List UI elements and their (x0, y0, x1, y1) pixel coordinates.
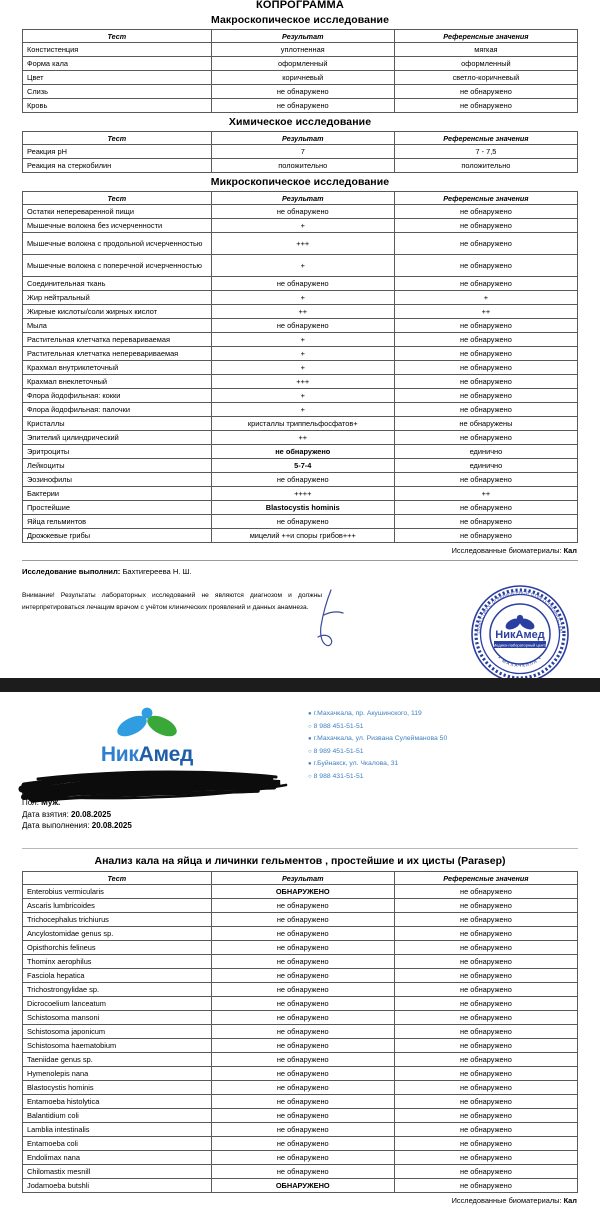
phone-icon: ○ (308, 748, 312, 755)
table-macroscopic (22, 29, 578, 113)
cell-test: Taeniidae genus sp. (23, 1053, 212, 1067)
cell-reference: не обнаружено (394, 997, 577, 1011)
column-header-reference: Референсные значения (394, 132, 577, 145)
table-row (23, 159, 578, 173)
contact-text: г.Махачкала, пр. Акушинского, 119 (313, 710, 422, 717)
table-row (23, 501, 578, 515)
logo-text-part-1: Ник (100, 743, 139, 766)
table-row (23, 205, 578, 219)
table-row (23, 361, 578, 375)
table-row (23, 1011, 578, 1025)
performer-line (22, 567, 578, 576)
cell-reference: не обнаружено (394, 529, 577, 543)
cell-test: Яйца гельминтов (23, 515, 212, 529)
cell-test: Hymenolepis nana (23, 1067, 212, 1081)
table-row (23, 445, 578, 459)
cell-reference: положительно (394, 159, 577, 173)
cell-test: Форма кала (23, 57, 212, 71)
cell-test: Эритроциты (23, 445, 212, 459)
cell-result: не обнаружено (211, 1011, 394, 1025)
cell-test: Мышечные волокна без исчерченности (23, 219, 212, 233)
patient-gender-row (22, 797, 578, 809)
table-row (23, 927, 578, 941)
cell-reference: не обнаружено (394, 333, 577, 347)
table-row (23, 403, 578, 417)
company-logo (22, 704, 272, 767)
cell-result: не обнаружено (211, 927, 394, 941)
cell-result: +++ (211, 233, 394, 255)
contact-text: 8 988 431-51-51 (313, 772, 364, 780)
table-row (23, 487, 578, 501)
divider (22, 560, 578, 561)
cell-test: Entamoeba coli (23, 1137, 212, 1151)
patient-dob-row (22, 785, 578, 797)
cell-test: Соединительная ткань (23, 277, 212, 291)
signature-area (22, 590, 578, 678)
cell-reference: не обнаружено (394, 1109, 577, 1123)
cell-result: не обнаружено (211, 1123, 394, 1137)
cell-test: Мышечные волокна с поперечной исчерченностью (23, 255, 212, 277)
sample-done-value: 20.08.2025 (91, 821, 132, 831)
table-row (23, 431, 578, 445)
cell-result: 5-7-4 (211, 459, 394, 473)
table-header-row (23, 872, 578, 885)
cell-reference: не обнаружено (394, 1067, 577, 1081)
cell-result: не обнаружено (211, 969, 394, 983)
cell-reference: не обнаружено (394, 941, 577, 955)
sample-taken-label: Дата взятия: (22, 809, 69, 819)
cell-reference: не обнаружено (394, 899, 577, 913)
cell-reference: не обнаружены (394, 417, 577, 431)
leaf-person-logo-icon (116, 704, 178, 742)
table-row (23, 99, 578, 113)
cell-result: ОБНАРУЖЕНО (211, 885, 394, 899)
cell-test: Кристаллы (23, 417, 212, 431)
cell-reference: не обнаружено (394, 403, 577, 417)
cell-reference: не обнаружено (394, 389, 577, 403)
cell-reference: единично (394, 445, 577, 459)
cell-reference: + (394, 291, 577, 305)
cell-result: + (211, 361, 394, 375)
cell-test: Слизь (23, 85, 212, 99)
table-row (23, 1053, 578, 1067)
cell-test: Реакция pH (23, 145, 212, 159)
table-row (23, 913, 578, 927)
page-separator (0, 678, 600, 692)
cell-test: Реакция на стеркобилин (23, 159, 212, 173)
table-row (23, 941, 578, 955)
cell-reference: не обнаружено (394, 85, 577, 99)
column-header-result: Результат (211, 872, 394, 885)
pin-icon: ● (308, 761, 312, 768)
phone-icon: ○ (308, 773, 312, 780)
table-row (23, 1179, 578, 1193)
table-chemical (22, 131, 578, 173)
biomaterial-line (22, 1196, 578, 1205)
pin-icon: ● (308, 711, 312, 717)
table-row (23, 291, 578, 305)
biomaterial-value: Кал (563, 1196, 577, 1206)
contact-text: 8 989 451-51-51 (313, 747, 364, 755)
patient-info (22, 785, 578, 841)
cell-result: не обнаружено (211, 99, 394, 113)
table-row (23, 145, 578, 159)
cell-result: кристаллы триппельфосфатов+ (211, 417, 394, 431)
section-title-macroscopic: Макроскопическое исследование (210, 14, 390, 26)
cell-test: Цвет (23, 71, 212, 85)
contact-text: 8 988 451-51-51 (313, 722, 364, 730)
company-logo-text (101, 743, 193, 767)
cell-result: не обнаружено (211, 473, 394, 487)
cell-result: не обнаружено (211, 277, 394, 291)
performer-name: Бахтигереева Н. Ш. (122, 567, 192, 576)
cell-reference: 7 - 7,5 (394, 145, 577, 159)
cell-result: ОБНАРУЖЕНО (211, 1179, 394, 1193)
cell-test: Jodamoeba butshli (23, 1179, 212, 1193)
cell-result: + (211, 403, 394, 417)
analysis-title: Анализ кала на яйца и личинки гельментов , простейшие и их цисты (Parasep) (94, 855, 506, 868)
cell-result: не обнаружено (211, 1025, 394, 1039)
cell-result: не обнаружено (211, 1039, 394, 1053)
cell-reference: не обнаружено (394, 361, 577, 375)
cell-reference: не обнаружено (394, 219, 577, 233)
column-header-result: Результат (211, 30, 394, 43)
cell-result: не обнаружено (211, 319, 394, 333)
table-row (23, 333, 578, 347)
sample-done-row (22, 820, 578, 832)
column-header-reference: Референсные значения (394, 30, 577, 43)
column-header-reference: Референсные значения (394, 192, 577, 205)
table-body-parasep (23, 885, 578, 1193)
cell-result: ++ (211, 431, 394, 445)
cell-result: не обнаружено (211, 913, 394, 927)
table-row (23, 1095, 578, 1109)
cell-test: Растительная клетчатка неперевариваемая (23, 347, 212, 361)
cell-reference: не обнаружено (394, 1151, 577, 1165)
patient-gender-value: Муж. (41, 797, 61, 807)
cell-result: не обнаружено (211, 445, 394, 459)
cell-result: не обнаружено (211, 205, 394, 219)
biomaterial-value: Кал (563, 546, 577, 555)
cell-reference: мягкая (394, 43, 577, 57)
cell-result: уплотненная (211, 43, 394, 57)
svg-text:ОБЩЕСТВО С ОГРАНИЧЕННОЙ ОТВЕТС: ОБЩЕСТВО С ОГРАНИЧЕННОЙ ОТВЕТСТВЕННОСТЬЮ (475, 589, 565, 634)
cell-result: не обнаружено (211, 1081, 394, 1095)
section-title-microscopic: Микроскопическое исследование (210, 176, 390, 188)
table-body-macroscopic (23, 43, 578, 113)
column-header-result: Результат (211, 132, 394, 145)
cell-test: Trichostrongylidae sp. (23, 983, 212, 997)
cell-test: Blastocystis hominis (23, 1081, 212, 1095)
table-row (23, 1109, 578, 1123)
table-row (23, 57, 578, 71)
cell-test: Эозинофилы (23, 473, 212, 487)
cell-test: Жирные кислоты/соли жирных кислот (23, 305, 212, 319)
table-row (23, 1067, 578, 1081)
cell-reference: не обнаружено (394, 1179, 577, 1193)
table-header-row (23, 30, 578, 43)
cell-test: Дрожжевые грибы (23, 529, 212, 543)
table-row (23, 255, 578, 277)
svg-text:• МАХАЧКАЛА •: • МАХАЧКАЛА • (496, 655, 544, 669)
contact-item (308, 721, 447, 734)
cell-result: положительно (211, 159, 394, 173)
table-header-row (23, 132, 578, 145)
cell-test: Fasciola hepatica (23, 969, 212, 983)
cell-test: Lamblia intestinalis (23, 1123, 212, 1137)
table-row (23, 885, 578, 899)
table-row (23, 375, 578, 389)
header-divider (22, 848, 578, 849)
cell-reference: ++ (394, 487, 577, 501)
table-row (23, 955, 578, 969)
cell-test: Констистенция (23, 43, 212, 57)
cell-result: мицелий ++и споры грибов+++ (211, 529, 394, 543)
cell-result: не обнаружено (211, 955, 394, 969)
pin-icon: ● (308, 736, 312, 743)
cell-reference: не обнаружено (394, 1025, 577, 1039)
cell-test: Ancylostomidae genus sp. (23, 927, 212, 941)
table-row (23, 997, 578, 1011)
cell-reference: не обнаружено (394, 233, 577, 255)
cell-test: Opisthorchis felineus (23, 941, 212, 955)
cell-reference: не обнаружено (394, 319, 577, 333)
cell-test: Простейшие (23, 501, 212, 515)
cell-reference: не обнаружено (394, 277, 577, 291)
cell-reference: оформленный (394, 57, 577, 71)
patient-dob-label: Дата (22, 786, 40, 796)
svg-text:Медико-лабораторный центр: Медико-лабораторный центр (492, 642, 548, 648)
cell-reference: не обнаружено (394, 969, 577, 983)
table-body-microscopic (23, 205, 578, 543)
page-2-content (0, 692, 600, 1209)
section-title-chemical: Химическое исследование (228, 116, 372, 128)
table-microscopic (22, 191, 578, 543)
cell-test: Enterobius vermicularis (23, 885, 212, 899)
contact-list (308, 704, 447, 783)
cell-test: Эпителий цилиндрический (23, 431, 212, 445)
table-row (23, 473, 578, 487)
column-header-test: Тест (23, 132, 212, 145)
table-parasep (22, 871, 578, 1193)
cell-test: Крахмал внутриклеточный (23, 361, 212, 375)
cell-result: не обнаружено (211, 515, 394, 529)
cell-reference: не обнаружено (394, 1053, 577, 1067)
page-2-header (22, 692, 578, 783)
table-row (23, 1123, 578, 1137)
company-seal-stamp (468, 582, 572, 678)
cell-test: Thominx aerophilus (23, 955, 212, 969)
table-row (23, 529, 578, 543)
table-row (23, 1025, 578, 1039)
cell-result: не обнаружено (211, 1067, 394, 1081)
svg-text:НикАмед: НикАмед (495, 629, 545, 641)
cell-reference: не обнаружено (394, 1123, 577, 1137)
cell-result: оформленный (211, 57, 394, 71)
cell-result: не обнаружено (211, 1053, 394, 1067)
cell-test: Остатки непереваренной пищи (23, 205, 212, 219)
cell-test: Trichocephalus trichiurus (23, 913, 212, 927)
column-header-test: Тест (23, 872, 212, 885)
performer-label: Исследование выполнил: (22, 567, 121, 576)
cell-result: не обнаружено (211, 1109, 394, 1123)
sample-done-label: Дата выполнения: (22, 821, 90, 831)
phone-icon: ○ (308, 723, 312, 730)
biomaterial-label: Исследованные биоматериалы: (451, 546, 562, 555)
cell-reference: не обнаружено (394, 347, 577, 361)
cell-reference: не обнаружено (394, 913, 577, 927)
cell-test: Schistosoma haematobium (23, 1039, 212, 1053)
cell-result: 7 (211, 145, 394, 159)
cell-result: не обнаружено (211, 941, 394, 955)
cell-test: Кровь (23, 99, 212, 113)
sample-taken-row (22, 809, 578, 821)
table-row (23, 71, 578, 85)
table-row (23, 305, 578, 319)
cell-result: ++++ (211, 487, 394, 501)
cell-result: + (211, 389, 394, 403)
table-row (23, 233, 578, 255)
cell-result: не обнаружено (211, 899, 394, 913)
cell-test: Ascaris lumbricoides (23, 899, 212, 913)
cell-reference: не обнаружено (394, 1137, 577, 1151)
table-row (23, 1039, 578, 1053)
cell-result: +++ (211, 375, 394, 389)
cell-test: Dicrocoelium lanceatum (23, 997, 212, 1011)
handwritten-signature (297, 584, 367, 654)
table-row (23, 219, 578, 233)
table-row (23, 43, 578, 57)
table-header-row (23, 192, 578, 205)
table-body-chemical (23, 145, 578, 173)
column-header-test: Тест (23, 30, 212, 43)
cell-test: Endolimax nana (23, 1151, 212, 1165)
cell-test: Мышечные волокна с продольной исчерченностью (23, 233, 212, 255)
cell-test: Флора йодофильная: кокки (23, 389, 212, 403)
table-row (23, 85, 578, 99)
contact-item (308, 746, 447, 759)
cell-result: не обнаружено (211, 1137, 394, 1151)
cell-reference: не обнаружено (394, 927, 577, 941)
cell-reference: не обнаружено (394, 501, 577, 515)
column-header-reference: Референсные значения (394, 872, 577, 885)
cell-test: Бактерии (23, 487, 212, 501)
table-row (23, 1081, 578, 1095)
biomaterial-line (22, 546, 578, 555)
cell-test: Schistosoma japonicum (23, 1025, 212, 1039)
table-row (23, 1137, 578, 1151)
column-header-test: Тест (23, 192, 212, 205)
cell-test: Крахмал внеклеточный (23, 375, 212, 389)
cell-test: Schistosoma mansoni (23, 1011, 212, 1025)
table-row (23, 389, 578, 403)
column-header-result: Результат (211, 192, 394, 205)
cell-reference: не обнаружено (394, 375, 577, 389)
cell-reference: не обнаружено (394, 99, 577, 113)
cell-reference: ++ (394, 305, 577, 319)
table-row (23, 347, 578, 361)
cell-test: Жир нейтральный (23, 291, 212, 305)
table-row (23, 983, 578, 997)
contact-text: г.Буйнакск, ул. Чкалова, 31 (313, 760, 399, 768)
cell-result: не обнаружено (211, 1165, 394, 1179)
cell-result: не обнаружено (211, 85, 394, 99)
cell-reference: не обнаружено (394, 1095, 577, 1109)
sample-taken-value: 20.08.2025 (71, 809, 112, 819)
cell-result: Blastocystis hominis (211, 501, 394, 515)
cell-test: Флора йодофильная: палочки (23, 403, 212, 417)
contact-item (308, 733, 447, 746)
cell-test: Мыла (23, 319, 212, 333)
cell-result: не обнаружено (211, 1151, 394, 1165)
cell-result: не обнаружено (211, 1095, 394, 1109)
table-row (23, 417, 578, 431)
cell-result: + (211, 347, 394, 361)
cell-test: Balantidium coli (23, 1109, 212, 1123)
cell-reference: не обнаружено (394, 205, 577, 219)
cell-reference: не обнаружено (394, 1039, 577, 1053)
cell-reference: не обнаружено (394, 1011, 577, 1025)
document-title: КОПРОГРАММА (256, 0, 344, 11)
table-row (23, 969, 578, 983)
cell-reference: не обнаружено (394, 255, 577, 277)
patient-gender-label: Пол: (22, 797, 39, 807)
cell-reference: не обнаружено (394, 431, 577, 445)
cell-reference: светло-коричневый (394, 71, 577, 85)
disclaimer-text: Внимание! Результаты лабораторных исследований не являются диагнозом и должны интерпретироваться лечащим врачом с учётом клинических проявлений и данных анамнеза. (22, 592, 322, 611)
table-row (23, 899, 578, 913)
contact-text: г.Махачкала, ул. Ризвана Сулейманова 50 (313, 735, 448, 743)
cell-reference: не обнаружено (394, 1165, 577, 1179)
table-row (23, 277, 578, 291)
cell-reference: не обнаружено (394, 885, 577, 899)
biomaterial-label: Исследованные биоматериалы: (451, 1196, 562, 1206)
cell-reference: единично (394, 459, 577, 473)
cell-test: Лейкоциты (23, 459, 212, 473)
cell-result: + (211, 333, 394, 347)
cell-reference: не обнаружено (394, 1081, 577, 1095)
cell-reference: не обнаружено (394, 515, 577, 529)
logo-text-part-2: Амед (138, 743, 194, 766)
cell-result: не обнаружено (211, 997, 394, 1011)
cell-reference: не обнаружено (394, 983, 577, 997)
cell-result: ++ (211, 305, 394, 319)
cell-reference: не обнаружено (394, 473, 577, 487)
cell-test: Entamoeba histolytica (23, 1095, 212, 1109)
cell-test: Chilomastix mesnill (23, 1165, 212, 1179)
table-row (23, 459, 578, 473)
cell-reference: не обнаружено (394, 955, 577, 969)
table-row (23, 515, 578, 529)
contact-item (308, 708, 447, 721)
cell-test: Растительная клетчатка перевариваемая (23, 333, 212, 347)
cell-result: + (211, 255, 394, 277)
cell-result: не обнаружено (211, 983, 394, 997)
report-page-2 (0, 692, 600, 1209)
cell-result: коричневый (211, 71, 394, 85)
contact-item (308, 758, 447, 771)
contact-item (308, 771, 447, 784)
cell-result: + (211, 291, 394, 305)
table-row (23, 1151, 578, 1165)
cell-result: + (211, 219, 394, 233)
table-row (23, 1165, 578, 1179)
table-row (23, 319, 578, 333)
